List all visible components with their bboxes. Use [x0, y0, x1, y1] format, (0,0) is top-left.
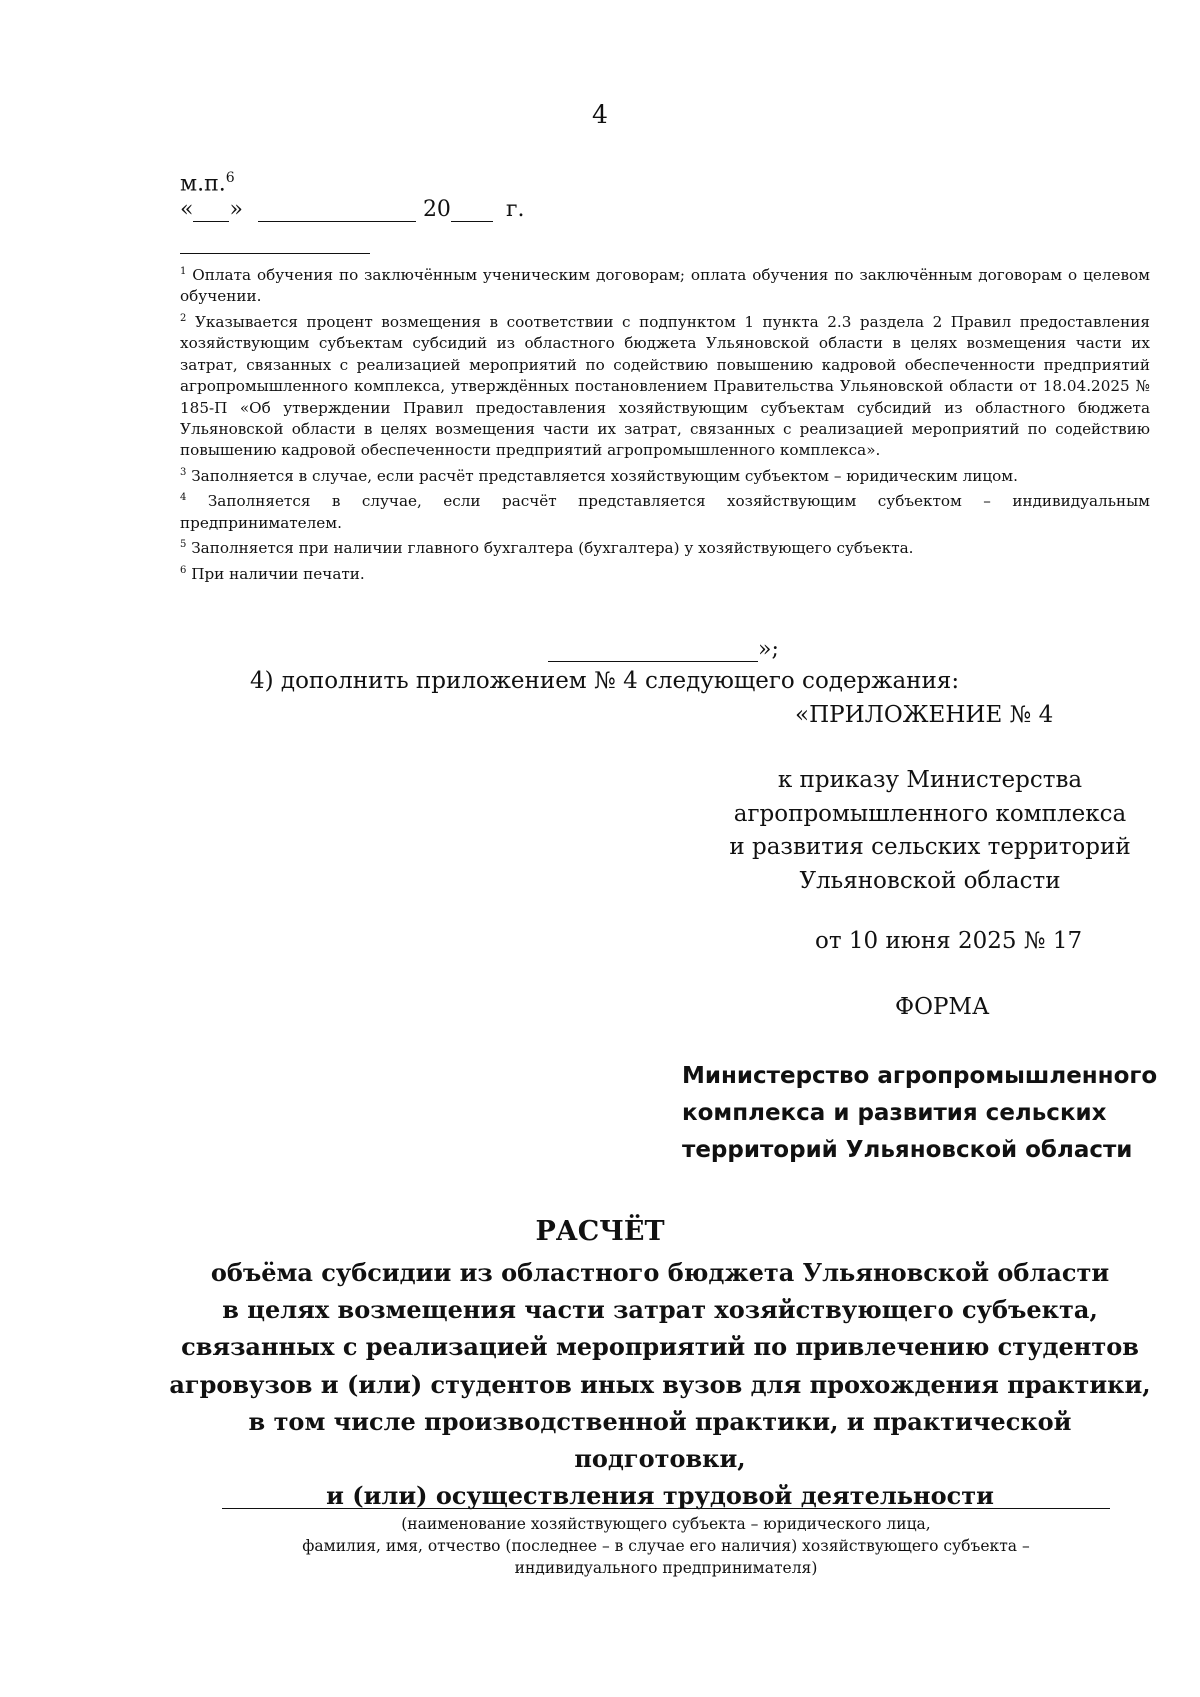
subtitle-line: в целях возмещения части затрат хозяйствующего субъекта, [222, 1295, 1098, 1325]
footnote-text: При наличии печати. [191, 564, 365, 583]
subtitle-line: и (или) осуществления трудовой деятельности [326, 1481, 994, 1511]
subtitle-line: связанных с реализацией мероприятий по привлечению студентов [181, 1332, 1139, 1362]
form-label: ФОРМА [895, 994, 990, 1020]
closing-quote-line [548, 637, 779, 662]
footnote-ref: 1 [180, 266, 187, 277]
subtitle-line: агровузов и (или) студентов иных вузов для прохождения практики, [169, 1369, 1151, 1399]
subtitle-line: объёма субсидии из областного бюджета Ульяновской области [210, 1258, 1110, 1287]
footnote [180, 534, 1150, 559]
closing-mark: »; [758, 637, 779, 662]
order-reference-line: и развития сельских территорий [729, 834, 1131, 860]
order-date: от 10 июня 2025 № 17 [815, 928, 1083, 954]
page-number: 4 [592, 100, 608, 129]
order-reference-line: агропромышленного комплекса [733, 800, 1127, 827]
footnote-text: Заполняется при наличии главного бухгалтера (бухгалтера) у хозяйствующего субъекта. [191, 539, 914, 558]
amendment-item-4: 4) дополнить приложением № 4 следующего содержания: [250, 668, 960, 694]
footnote [180, 308, 1150, 462]
footnote [180, 560, 1150, 585]
closing-blank [548, 641, 758, 662]
footnote-ref: 5 [180, 539, 187, 551]
appendix-label: «ПРИЛОЖЕНИЕ № 4 [795, 702, 1054, 728]
year-prefix: 20 [422, 197, 451, 222]
ministry-line: Министерство агропромышленного [682, 1063, 1158, 1089]
subtitle-line: в том числе производственной практики, и практической подготовки, [248, 1406, 1072, 1474]
month-blank [258, 201, 416, 222]
footnote-separator [180, 253, 370, 254]
date-quote-close: » [229, 197, 243, 222]
date-line [180, 197, 524, 222]
day-blank [193, 201, 229, 222]
date-quote-open: « [180, 197, 194, 222]
entity-name-blank [222, 1508, 1110, 1509]
ministry-line: территорий Ульяновской области [682, 1137, 1133, 1163]
year-blank [451, 201, 493, 222]
ministry-addressee [682, 1058, 1157, 1169]
caption-line: фамилия, имя, отчество (последнее – в случае его наличия) хозяйствующего субъекта – [302, 1537, 1030, 1555]
stamp-footnote-ref: 6 [225, 170, 235, 186]
footnote [180, 487, 1150, 534]
stamp-label: м.п. [180, 171, 226, 197]
calculation-subtitle [160, 1254, 1160, 1514]
footnote-text: Заполняется в случае, если расчёт представляется хозяйствующим субъектом – индивидуальным предпринимателем. [180, 492, 1150, 532]
footnotes [180, 261, 1150, 585]
footnote-ref: 4 [180, 492, 187, 504]
ministry-line: комплекса и развития сельских [682, 1100, 1107, 1126]
stamp-placeholder [180, 170, 235, 196]
footnote-ref: 3 [180, 466, 187, 478]
footnote-text: Указывается процент возмещения в соответствии с подпунктом 1 пункта 2.3 раздела 2 Правил предоставления хозяйствующим субъектам субсидий из областного бюджета Ульяновской области в целях возмещения части их затрат, связанных с реализацией мероприятий по содействию повышению кадровой обеспеченности предприятий агропромышленного комплекса, утверждённых постановлением Правительства Ульяновской области от 18.04.2025 № 185-П «Об утверждении Правил предоставления хозяйствующим субъектам субсидий из областного бюджета Ульяновской области в целях возмещения части их затрат, связанных с реализацией мероприятий по содействию повышению кадровой обеспеченности предприятий агропромышленного комплекса». [180, 312, 1150, 460]
footnote [180, 462, 1150, 487]
footnote-ref: 2 [180, 312, 187, 324]
caption-line: (наименование хозяйствующего субъекта – юридического лица, [401, 1515, 931, 1533]
entity-name-caption [222, 1513, 1110, 1579]
footnote-text: Заполняется в случае, если расчёт представляется хозяйствующим субъектом – юридическим лицом. [191, 466, 1018, 485]
order-reference-line: к приказу Министерства [777, 767, 1083, 793]
footnote [180, 261, 1150, 308]
calculation-title: РАСЧЁТ [535, 1216, 665, 1247]
order-reference-line: Ульяновской области [799, 867, 1061, 894]
year-suffix: г. [505, 197, 525, 222]
order-reference [700, 764, 1160, 898]
caption-line: индивидуального предпринимателя) [514, 1559, 818, 1577]
footnote-ref: 6 [180, 564, 187, 576]
footnote-text: Оплата обучения по заключённым ученическим договорам; оплата обучения по заключённым договорам о целевом обучении. [180, 266, 1150, 306]
